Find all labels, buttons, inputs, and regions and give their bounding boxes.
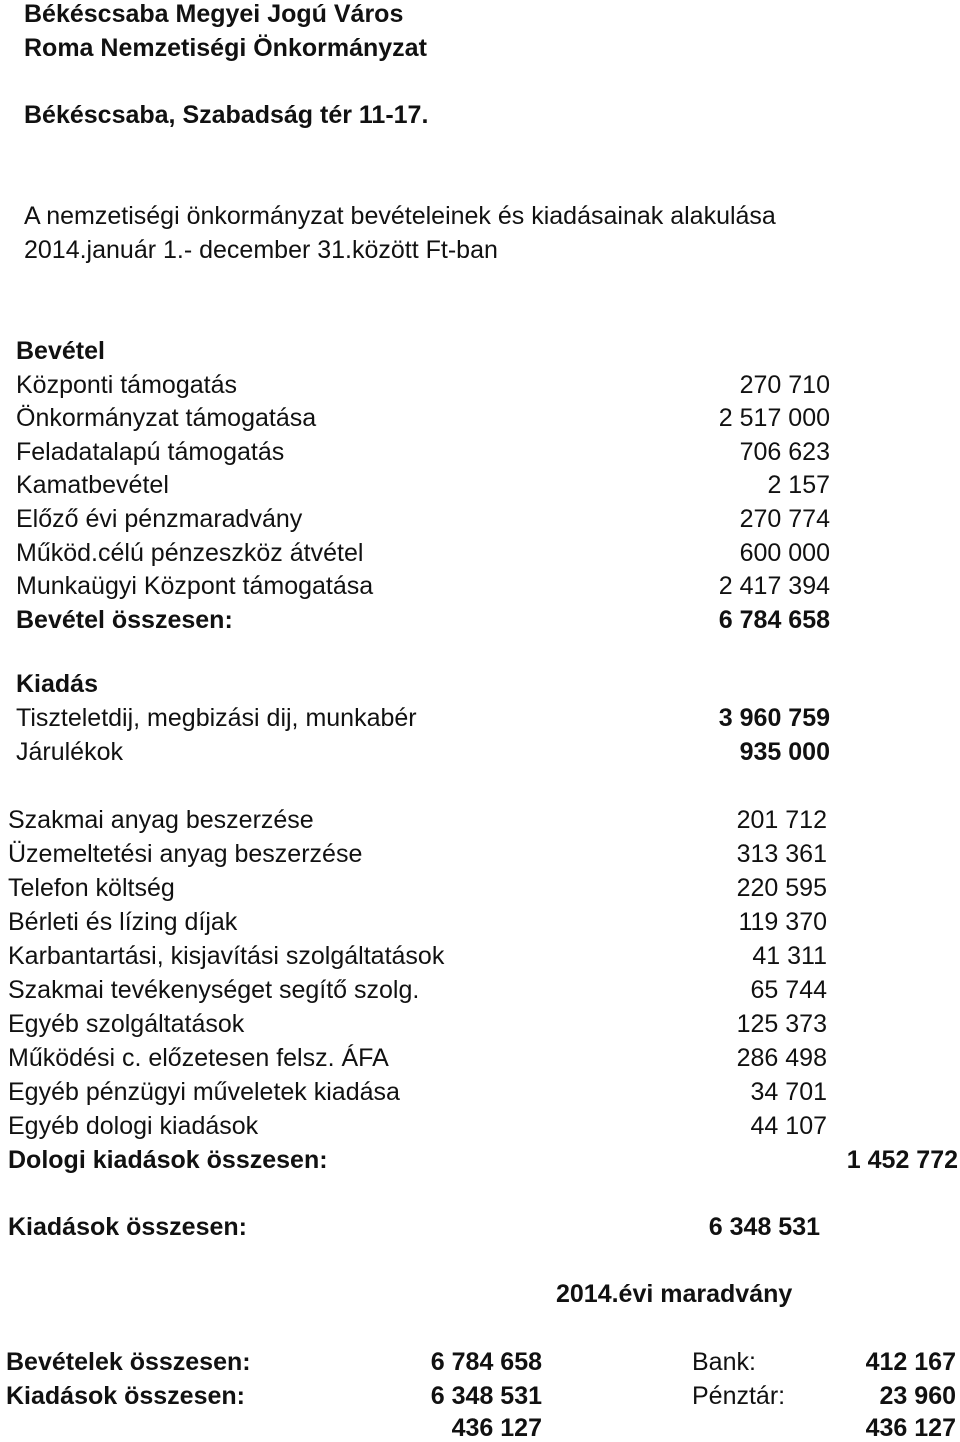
expense-material-label: Egyéb dologi kiadások xyxy=(8,1112,259,1140)
expense-material-label: Egyéb szolgáltatások xyxy=(8,1010,245,1038)
expense-material-value: 286 498 xyxy=(736,1044,827,1072)
income-item-value: 270 710 xyxy=(739,371,830,399)
income-item-value: 2 417 394 xyxy=(718,572,830,600)
expense-personnel-value: 935 000 xyxy=(739,738,830,766)
cash-value: 23 960 xyxy=(879,1382,956,1410)
remainder-difference-value: 436 127 xyxy=(451,1414,542,1442)
expense-material-label: Szakmai tevékenységet segítő szolg. xyxy=(8,976,420,1004)
expense-material-label: Szakmai anyag beszerzése xyxy=(8,806,314,834)
expense-material-value: 65 744 xyxy=(750,976,827,1004)
expense-material-label: Bérleti és lízing díjak xyxy=(8,908,238,936)
expense-material-label: Telefon költség xyxy=(8,874,175,902)
remainder-heading: 2014.évi maradvány xyxy=(556,1280,793,1308)
expense-material-value: 44 107 xyxy=(750,1112,827,1140)
address: Békéscsaba, Szabadság tér 11-17. xyxy=(24,101,429,129)
income-item-value: 600 000 xyxy=(739,539,830,567)
expense-heading: Kiadás xyxy=(16,670,98,698)
cash-label: Pénztár: xyxy=(692,1382,786,1410)
income-item-label: Központi támogatás xyxy=(16,371,237,399)
income-item-label: Feladatalapú támogatás xyxy=(16,438,285,466)
material-expense-total-label: Dologi kiadások összesen: xyxy=(8,1146,328,1174)
material-expense-total-value: 1 452 772 xyxy=(846,1146,958,1174)
expense-material-value: 119 370 xyxy=(738,908,827,936)
income-item-label: Kamatbevétel xyxy=(16,471,169,499)
org-name-line1: Békéscsaba Megyei Jogú Város xyxy=(24,0,404,28)
remainder-sum-value: 436 127 xyxy=(865,1414,956,1442)
bank-value: 412 167 xyxy=(865,1348,956,1376)
remainder-expense-value: 6 348 531 xyxy=(430,1382,542,1410)
document-title-line1: A nemzetiségi önkormányzat bevételeinek és kiadásainak alakulása xyxy=(24,202,776,230)
remainder-income-value: 6 784 658 xyxy=(430,1348,542,1376)
expense-total-value: 6 348 531 xyxy=(708,1213,820,1241)
expense-personnel-label: Járulékok xyxy=(16,738,123,766)
expense-material-value: 41 311 xyxy=(752,942,827,970)
income-item-label: Önkormányzat támogatása xyxy=(16,404,317,432)
expense-personnel-label: Tiszteletdij, megbizási dij, munkabér xyxy=(16,704,417,732)
income-item-label: Munkaügyi Központ támogatása xyxy=(16,572,374,600)
remainder-expense-label: Kiadások összesen: xyxy=(6,1382,245,1410)
expense-material-label: Üzemeltetési anyag beszerzése xyxy=(8,840,363,868)
expense-material-value: 201 712 xyxy=(736,806,827,834)
expense-material-value: 313 361 xyxy=(736,840,827,868)
income-heading: Bevétel xyxy=(16,337,105,365)
income-total-value: 6 784 658 xyxy=(718,606,830,634)
expense-material-value: 220 595 xyxy=(736,874,827,902)
bank-label: Bank: xyxy=(692,1348,756,1376)
income-item-value: 2 517 000 xyxy=(718,404,830,432)
income-item-value: 2 157 xyxy=(767,471,830,499)
expense-material-value: 34 701 xyxy=(750,1078,827,1106)
expense-material-value: 125 373 xyxy=(736,1010,827,1038)
income-item-label: Előző évi pénzmaradvány xyxy=(16,505,303,533)
org-name-line2: Roma Nemzetiségi Önkormányzat xyxy=(24,34,427,62)
expense-material-label: Működési c. előzetesen felsz. ÁFA xyxy=(8,1044,389,1072)
income-item-value: 706 623 xyxy=(739,438,830,466)
remainder-income-label: Bevételek összesen: xyxy=(6,1348,251,1376)
document-title-line2: 2014.január 1.- december 31.között Ft-ban xyxy=(24,236,498,264)
expense-total-label: Kiadások összesen: xyxy=(8,1213,247,1241)
expense-personnel-value: 3 960 759 xyxy=(718,704,830,732)
expense-material-label: Egyéb pénzügyi műveletek kiadása xyxy=(8,1078,400,1106)
expense-material-label: Karbantartási, kisjavítási szolgáltatások xyxy=(8,942,445,970)
income-item-value: 270 774 xyxy=(739,505,830,533)
income-item-label: Működ.célú pénzeszköz átvétel xyxy=(16,539,364,567)
income-total-label: Bevétel összesen: xyxy=(16,606,233,634)
